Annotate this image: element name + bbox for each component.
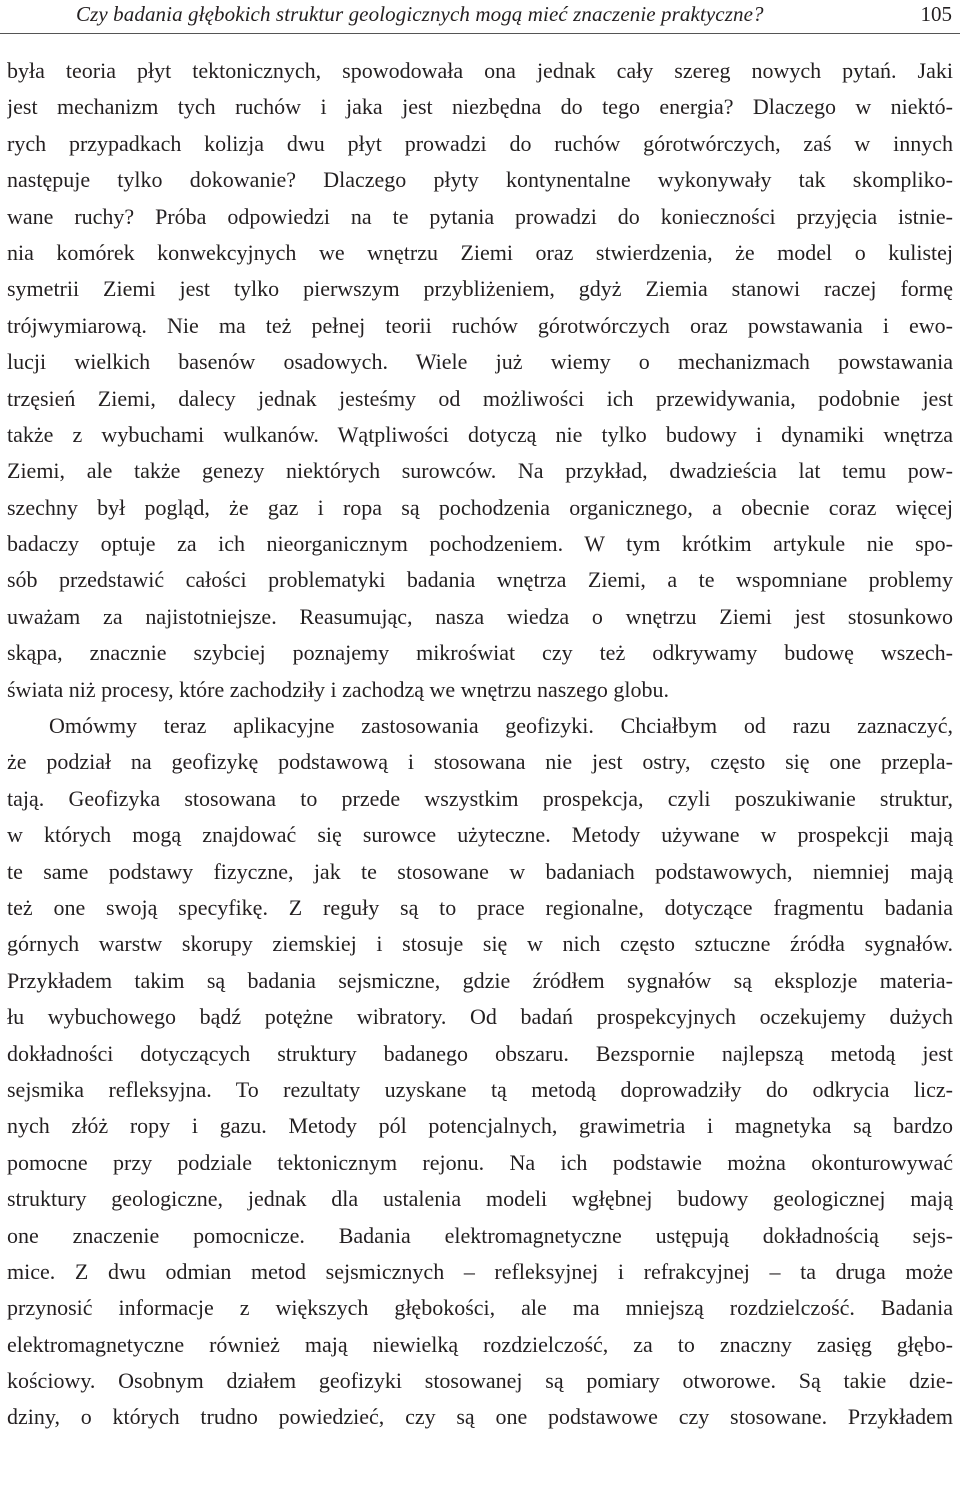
text-line: uważam za najistotniejsze. Reasumując, nasza wiedza o wnętrzu Ziemi jest stosunkowo	[7, 603, 953, 629]
text-line: dokładności dotyczących struktury badanego obszaru. Bezspornie najlepszą metodą jest	[7, 1040, 953, 1066]
text-line: trzęsień Ziemi, dalecy jednak jesteśmy od możliwości ich przewidywania, podobnie jest	[7, 385, 953, 411]
text-line: lucji wielkich basenów osadowych. Wiele już wiemy o mechanizmach powstawania	[7, 349, 953, 375]
text-line: Ziemi, ale także genezy niektórych surowców. Na przykład, dwadzieścia lat temu pow-	[7, 458, 953, 484]
text-line: świata niż procesy, które zachodziły i zachodzą we wnętrzu naszego globu.	[7, 676, 669, 702]
text-line: górnych warstw skorupy ziemskiej i stosuje się w nich często sztuczne źródła sygnałów.	[7, 931, 953, 957]
text-line: mice. Z dwu odmian metod sejsmicznych – refleksyjnej i refrakcyjnej – ta druga może	[7, 1258, 953, 1284]
paragraph-1	[7, 53, 953, 708]
paragraph-2	[7, 708, 953, 1436]
text-line: trójwymiarową. Nie ma też pełnej teorii ruchów górotwórczych oraz powstawania i ewo-	[7, 312, 953, 338]
text-line: elektromagnetyczne również mają niewielką rozdzielczość, za to znaczny zasięg głębo-	[7, 1331, 953, 1357]
text-line: wane ruchy? Próba odpowiedzi na te pytania prowadzi do konieczności przyjęcia istnie-	[7, 203, 953, 229]
body-text	[7, 53, 953, 1436]
text-line: też one swoją specyfikę. Z reguły są to prace regionalne, dotyczące fragmentu badania	[7, 894, 953, 920]
text-line: kościowy. Osobnym działem geofizyki stosowanej są pomiary otworowe. Są takie dzie-	[7, 1368, 953, 1394]
text-line: skąpa, znacznie szybciej poznajemy mikroświat czy też odkrywamy budowę wszech-	[7, 640, 953, 666]
text-line: była teoria płyt tektonicznych, spowodowała ona jednak cały szereg nowych pytań. Jaki	[7, 58, 953, 83]
text-line: one znaczenie pomocnicze. Badania elektromagnetyczne ustępują dokładnością sejs-	[7, 1222, 953, 1248]
text-line: jest mechanizm tych ruchów i jaka jest niezbędna do tego energia? Dlaczego w niektó-	[7, 94, 953, 120]
text-line: Przykładem takim są badania sejsmiczne, gdzie źródłem sygnałów są eksplozje materia-	[7, 967, 953, 993]
text-line: rych przypadkach kolizja dwu płyt prowadzi do ruchów górotwórczych, zaś w innych	[7, 130, 953, 156]
running-header	[0, 0, 960, 34]
text-line: łu wybuchowego bądź potężne wibratory. Od badań prospekcyjnych oczekujemy dużych	[7, 1004, 953, 1030]
text-line: w których mogą znajdować się surowce użyteczne. Metody używane w prospekcji mają	[7, 822, 953, 848]
page-number: 105	[920, 2, 952, 26]
text-line: tają. Geofizyka stosowana to przede wszystkim prospekcja, czyli poszukiwanie struktur,	[7, 785, 953, 811]
text-line: następuje tylko dokowanie? Dlaczego płyty kontynentalne wykonywały tak skompliko-	[7, 167, 953, 193]
text-line: badaczy optuje za ich nieorganicznym pochodzeniem. W tym krótkim artykule nie spo-	[7, 531, 953, 557]
text-line: Omówmy teraz aplikacyjne zastosowania geofizyki. Chciałbym od razu zaznaczyć,	[49, 713, 953, 739]
text-line: pomocne przy podziale tektonicznym rejonu. Na ich podstawie można okonturowywać	[7, 1149, 953, 1175]
text-line: sób przedstawić całości problematyki badania wnętrza Ziemi, a te wspomniane problemy	[7, 567, 953, 593]
text-line: szechny był pogląd, że gaz i ropa są pochodzenia organicznego, a obecnie coraz więcej	[7, 494, 953, 520]
text-line: przynosić informacje z większych głębokości, ale ma mniejszą rozdzielczość. Badania	[7, 1295, 953, 1321]
text-line: że podział na geofizykę podstawową i stosowana nie jest ostry, często się one przepla-	[7, 749, 953, 775]
text-line: dziny, o których trudno powiedzieć, czy są one podstawowe czy stosowane. Przykładem	[7, 1404, 953, 1430]
text-line: nych złóż ropy i gazu. Metody pól potencjalnych, grawimetria i magnetyka są bardzo	[7, 1113, 953, 1139]
text-line: struktury geologiczne, jednak dla ustalenia modeli wgłębnej budowy geologicznej mają	[7, 1186, 953, 1212]
running-title: Czy badania głębokich struktur geologicznych mogą mieć znaczenie praktyczne?	[76, 2, 764, 26]
text-line: sejsmika refleksyjna. To rezultaty uzyskane tą metodą doprowadziły do odkrycia licz-	[7, 1076, 953, 1102]
text-line: symetrii Ziemi jest tylko pierwszym przybliżeniem, gdyż Ziemia stanowi raczej formę	[7, 276, 953, 302]
text-line: także z wybuchami wulkanów. Wątpliwości dotyczą nie tylko budowy i dynamiki wnętrza	[7, 421, 953, 447]
text-line: nia komórek konwekcyjnych we wnętrzu Ziemi oraz stwierdzenia, że model o kulistej	[7, 239, 953, 265]
text-line: te same podstawy fizyczne, jak te stosowane w badaniach podstawowych, niemniej mają	[7, 858, 953, 884]
